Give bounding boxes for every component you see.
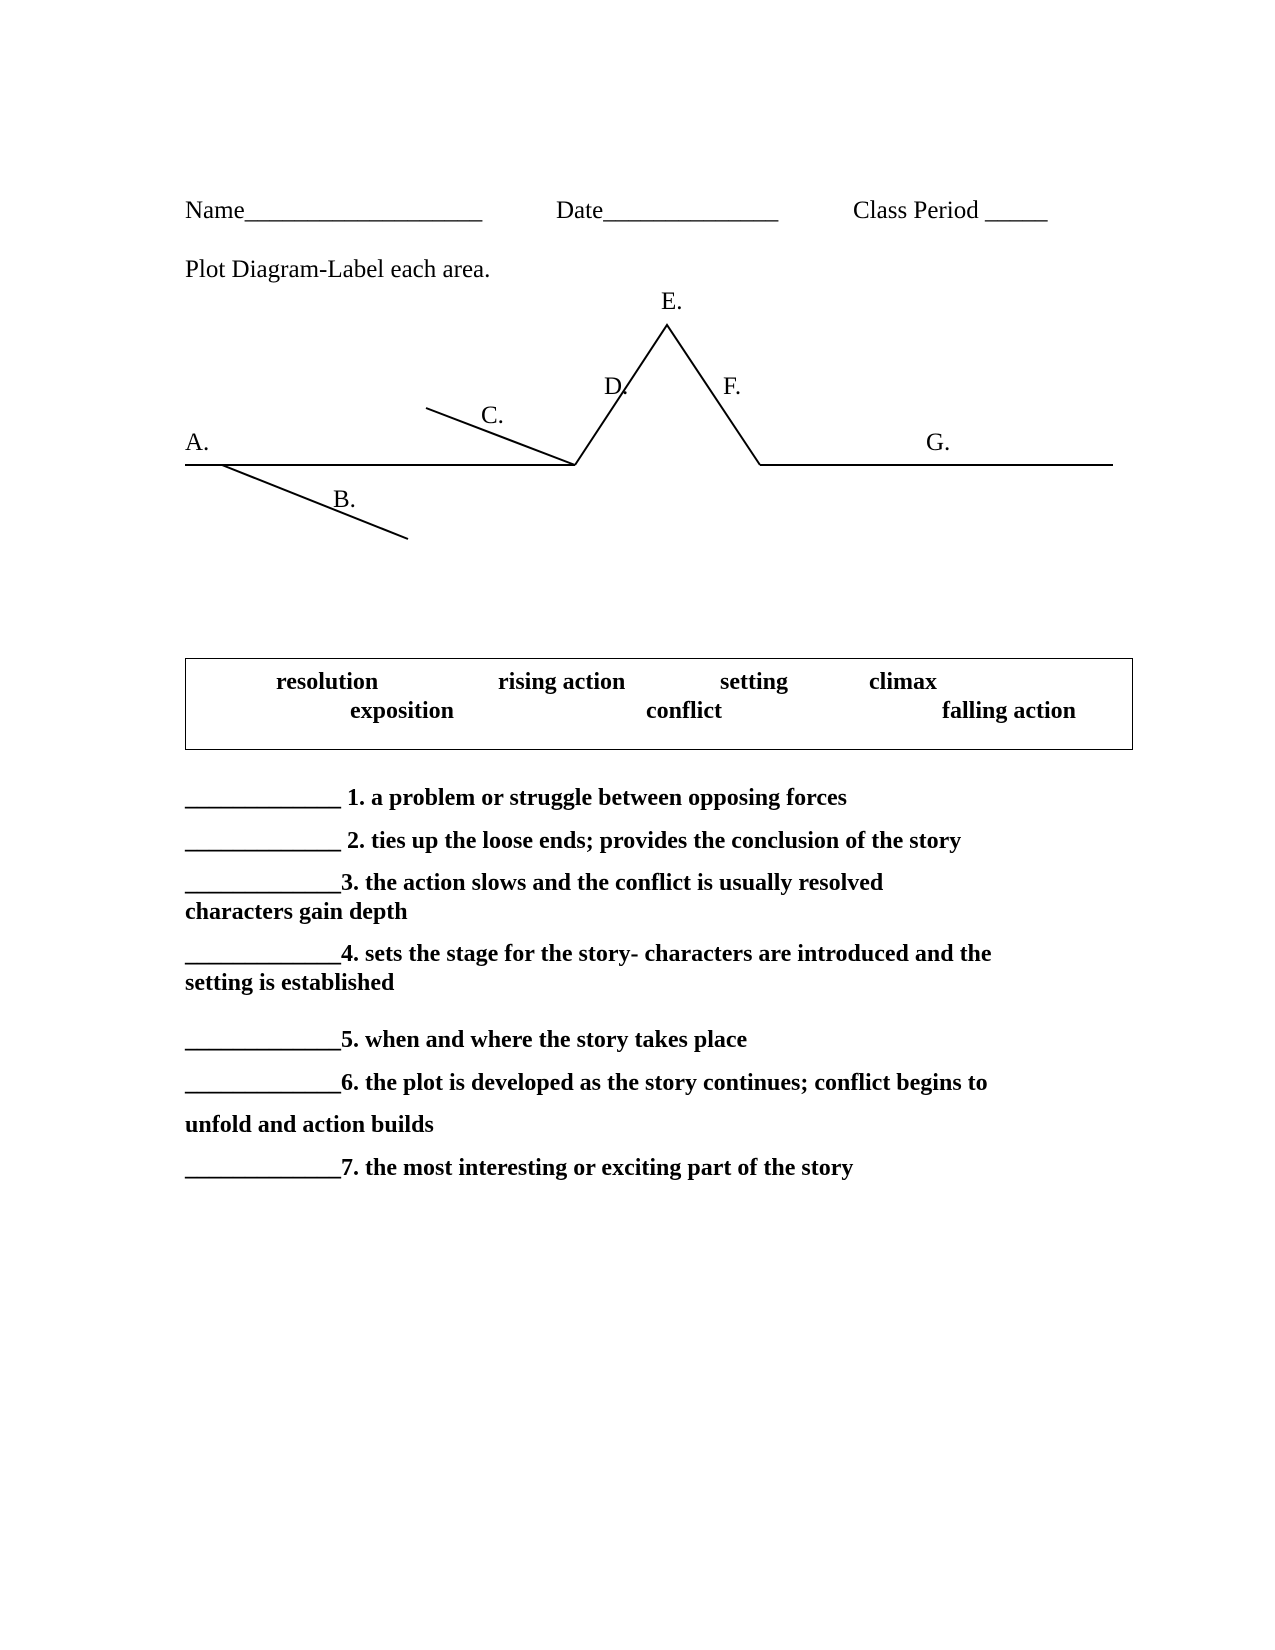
word-bank-item: conflict [646,698,722,724]
question-7: _____________7. the most interesting or exciting part of the story [185,1155,854,1181]
class-period-field[interactable]: Class Period _____ [853,197,1048,224]
label-e: E. [661,288,683,315]
question-4-continued: setting is established [185,970,395,996]
question-6-continued: unfold and action builds [185,1112,434,1138]
question-4: _____________4. sets the stage for the story- characters are introduced and the [185,941,992,967]
question-5: _____________5. when and where the story takes place [185,1027,748,1053]
label-d: D. [604,373,629,400]
question-3: _____________3. the action slows and the conflict is usually resolved [185,870,884,896]
word-bank [185,658,1133,750]
question-1: _____________ 1. a problem or struggle between opposing forces [185,785,847,811]
word-bank-item: resolution [276,669,379,695]
word-bank-item: rising action [498,669,626,695]
word-bank-item: climax [869,669,937,695]
question-3-continued: characters gain depth [185,899,408,925]
label-b: B. [333,486,356,513]
word-bank-item: setting [720,669,788,695]
question-6: _____________6. the plot is developed as the story continues; conflict begins to [185,1070,988,1096]
label-f: F. [723,373,742,400]
date-field[interactable]: Date______________ [556,197,779,224]
branch-b [222,465,408,539]
instructions: Plot Diagram-Label each area. [185,256,491,283]
name-field[interactable]: Name___________________ [185,197,483,224]
label-g: G. [926,429,951,456]
plot-diagram [0,0,1275,600]
word-bank-item: exposition [350,698,455,724]
label-a: A. [185,429,210,456]
question-2: _____________ 2. ties up the loose ends; provides the conclusion of the story [185,828,962,854]
word-bank-item: falling action [942,698,1077,724]
label-c: C. [481,402,504,429]
